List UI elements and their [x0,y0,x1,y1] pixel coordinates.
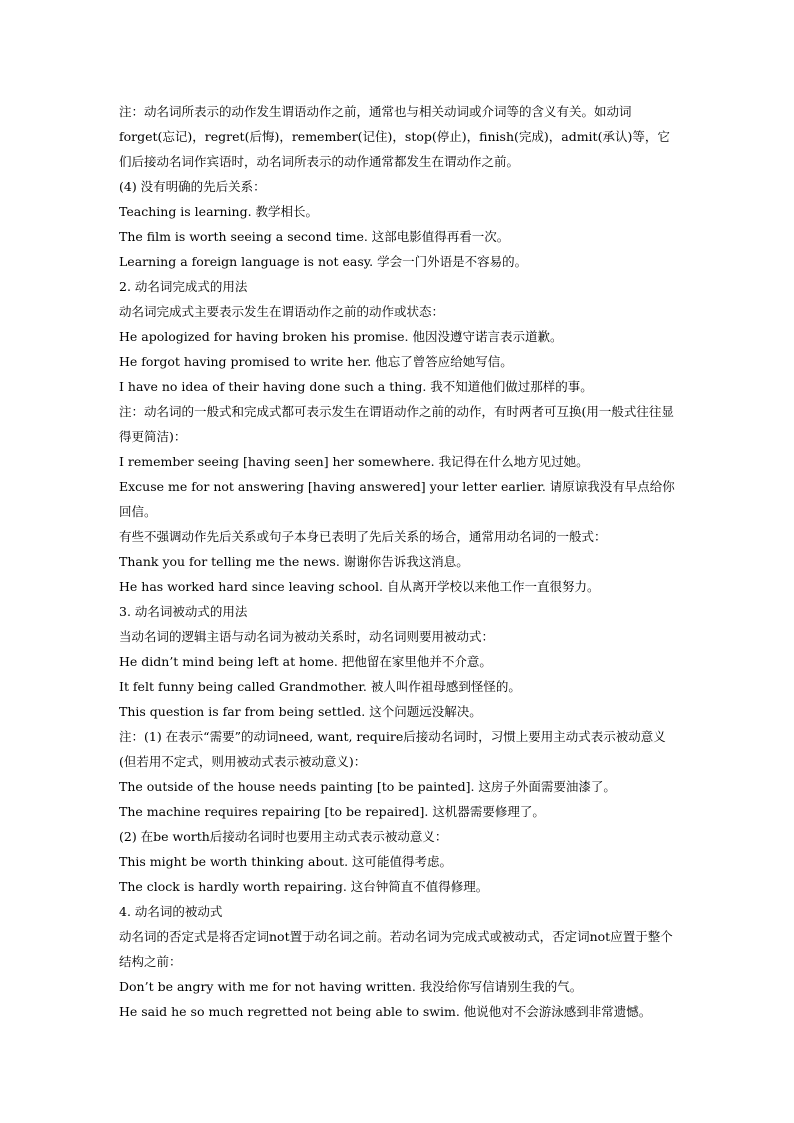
text-line: (4) 没有明确的先后关系： [119,179,266,194]
text-line: Thank you for telling me the news. 谢谢你告诉我这消息。 [119,554,469,569]
text-line: 3. 动名词被动式的用法 [119,604,248,619]
text-line: This might be worth thinking about. 这可能值得考虑。 [119,854,453,869]
text-line: The machine requires repairing [to be repaired]. 这机器需要修理了。 [119,804,545,819]
text-line: 当动名词的逻辑主语与动名词为被动关系时，动名词则要用被动式： [119,629,495,644]
text-line: The film is worth seeing a second time. 这部电影值得再看一次。 [119,229,510,244]
text-line: 有些不强调动作先后关系或句子本身已表明了先后关系的场合，通常用动名词的一般式： [119,529,607,544]
text-line: I have no idea of their having done such a thing. 我不知道他们做过那样的事。 [119,379,593,394]
text-line: 注：动名词的一般式和完成式都可表示发生在谓语动作之前的动作，有时两者可互换(用一般式往往显得更简洁)： [119,404,674,444]
text-line: He has worked hard since leaving school. 自从离开学校以来他工作一直很努力。 [119,579,600,594]
text-line: The outside of the house needs painting [to be painted]. 这房子外面需要油漆了。 [119,779,616,794]
text-line: Learning a foreign language is not easy. 学会一门外语是不容易的。 [119,254,528,269]
text-line: 注：动名词所表示的动作发生谓语动作之前，通常也与相关动词或介词等的含义有关。如动词forget(忘记)，regret(后悔)，remember(记住)，stop(停止)，finish(完成)，admit(承认)等，它们后接动名词作宾语时，动名词所表示的动作通常都发生在谓动作之前。 [119,104,670,169]
document-body [119,99,679,1024]
text-line: 动名词的否定式是将否定词not置于动名词之前。若动名词为完成式或被动式，否定词not应置于整个结构之前： [119,929,673,969]
text-line: The clock is hardly worth repairing. 这台钟简直不值得修理。 [119,879,489,894]
text-line: 注：(1) 在表示“需要”的动词need, want, require后接动名词时，习惯上要用主动式表示被动意义(但若用不定式，则用被动式表示被动意义)： [119,729,666,769]
text-line: Teaching is learning. 教学相长。 [119,204,319,219]
text-line: He said he so much regretted not being able to swim. 他说他对不会游泳感到非常遗憾。 [119,1004,652,1019]
text-line: I remember seeing [having seen] her somewhere. 我记得在什么地方见过她。 [119,454,589,469]
text-line: Excuse me for not answering [having answered] your letter earlier. 请原谅我没有早点给你回信。 [119,479,675,519]
text-line: Don’t be angry with me for not having written. 我没给你写信请别生我的气。 [119,979,583,994]
text-line: This question is far from being settled. 这个问题远没解决。 [119,704,482,719]
text-line: He forgot having promised to write her. 他忘了曾答应给她写信。 [119,354,513,369]
text-line: (2) 在be worth后接动名词时也要用主动式表示被动意义： [119,829,448,844]
text-line: It felt funny being called Grandmother. 被人叫作祖母感到怪怪的。 [119,679,521,694]
text-line: He apologized for having broken his promise. 他因没遵守诺言表示道歉。 [119,329,563,344]
text-line: 2. 动名词完成式的用法 [119,279,248,294]
text-line: 动名词完成式主要表示发生在谓语动作之前的动作或状态： [119,304,445,319]
text-line: 4. 动名词的被动式 [119,904,223,919]
text-line: He didn’t mind being left at home. 把他留在家里他并不介意。 [119,654,492,669]
